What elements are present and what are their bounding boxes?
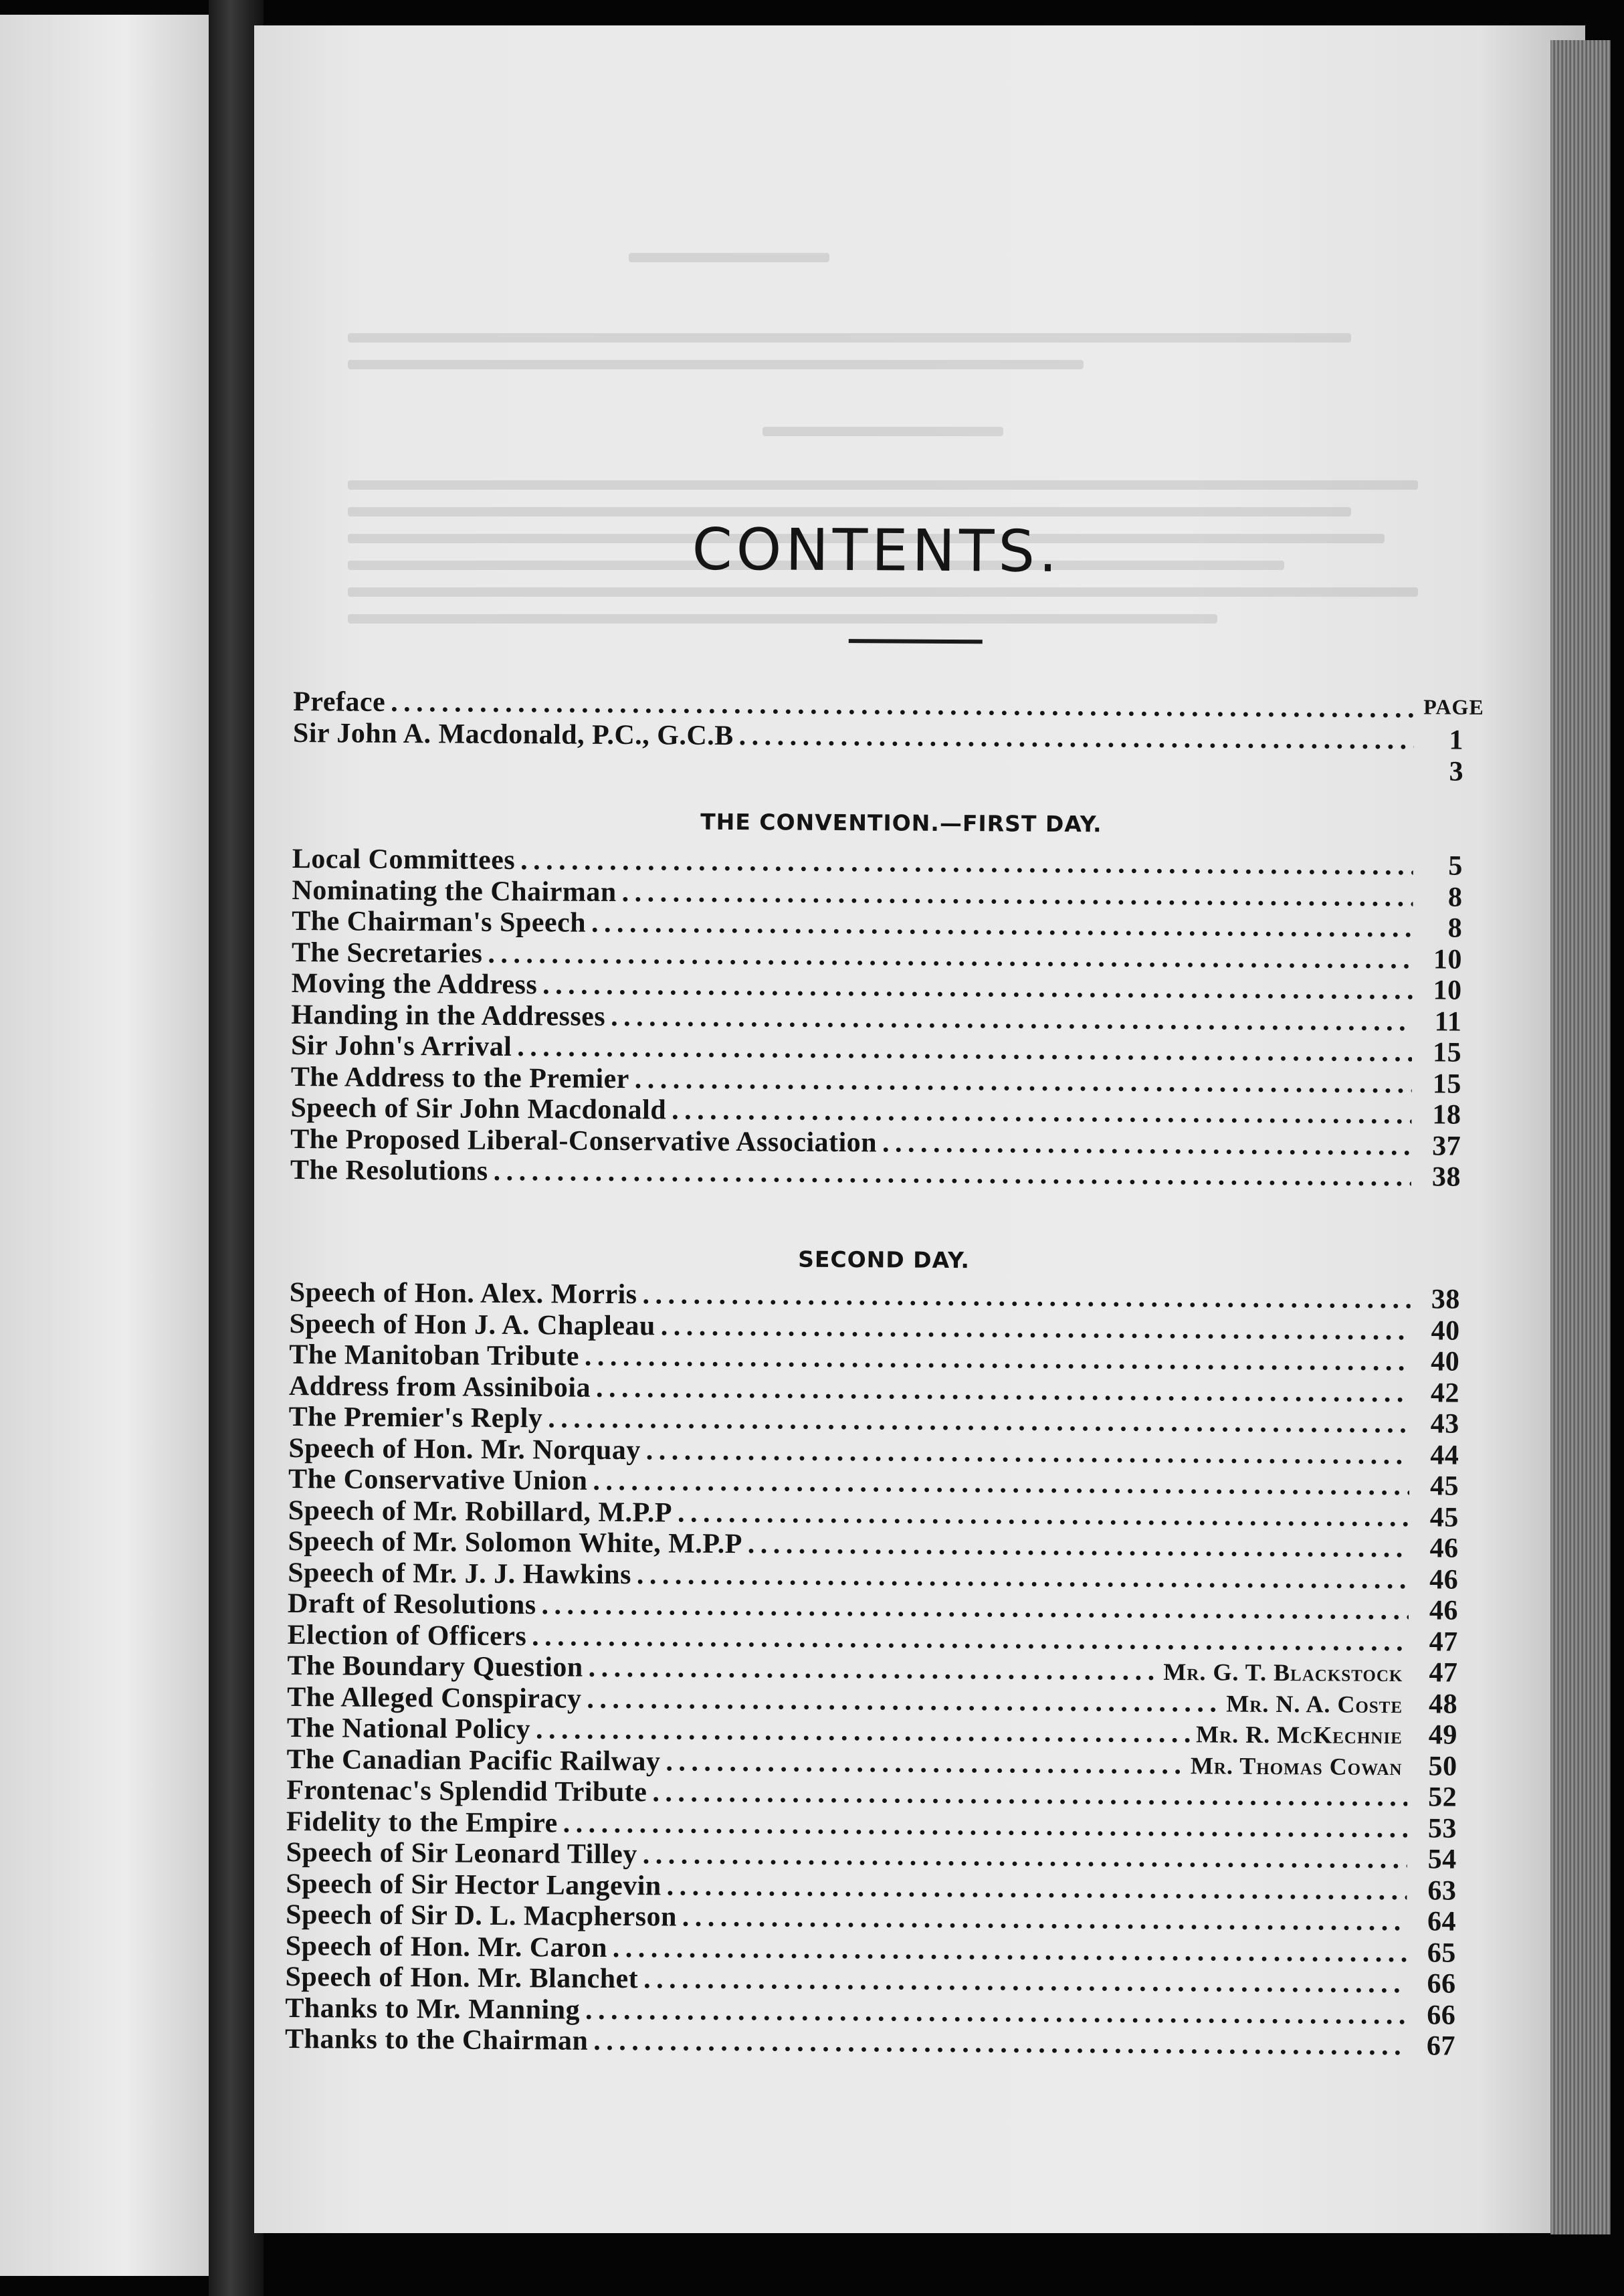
toc-entry-page: 45 [1429,1470,1459,1502]
toc-entry-page: 37 [1432,1130,1461,1162]
toc-entry-label: Speech of Sir D. L. Macpherson [286,1899,678,1933]
toc-entry-page: 15 [1432,1068,1461,1100]
toc-entry-label: Election of Officers [287,1619,527,1652]
toc-entry-label: Sir John A. Macdonald, P.C., G.C.B [292,717,734,751]
toc-entry-speaker: Mr. N. A. Coste [1226,1690,1403,1718]
toc-entry-speaker: Mr. G. T. Blackstock [1163,1658,1403,1687]
toc-entry-page: 67 [1426,2030,1456,2062]
toc-entry-label: Address from Assiniboia [288,1370,591,1404]
toc-entry-label: The Address to the Premier [290,1061,630,1094]
toc-entry-page: 63 [1427,1875,1457,1907]
toc-entry-label: Speech of Sir Leonard Tilley [286,1836,637,1871]
toc-entry-page: 46 [1429,1533,1459,1564]
toc-entry-page: 44 [1430,1439,1459,1471]
toc-entry-label: Local Committees [292,843,516,876]
toc-entry-page: 65 [1427,1937,1456,1969]
toc-entry-label: Handing in the Addresses [291,999,606,1032]
title-rule [849,639,983,644]
dot-leader [682,1901,1407,1938]
toc-entry-label: The Canadian Pacific Railway [286,1743,661,1777]
toc-entry-label: Speech of Sir Hector Langevin [286,1868,662,1901]
toc-entry-label: The Alleged Conspiracy [287,1681,582,1715]
dot-leader [589,1652,1158,1687]
toc-entry-page: 52 [1428,1782,1457,1813]
toc-entry-page: 42 [1430,1377,1460,1409]
toc-entry-speaker: Mr. R. McKechnie [1196,1721,1403,1749]
toc-entry-label: Speech of Mr. Solomon White, M.P.P [288,1525,742,1560]
dot-leader [536,1713,1191,1749]
toc-entry-label: Preface [293,686,386,718]
page-title: CONTENTS. [692,516,1061,586]
toc-entry-page: 66 [1427,1968,1456,2000]
second-day-list [285,1276,1460,2061]
toc-entry-page: 18 [1432,1099,1461,1131]
toc-entry-label: Speech of Hon. Alex. Morris [289,1276,637,1311]
toc-entry-label: The Boundary Question [287,1650,583,1683]
toc-entry [285,2023,1455,2061]
toc-entry-page: 45 [1429,1501,1459,1533]
toc-entry-label: The Manitoban Tribute [289,1339,580,1372]
toc-entry-speaker: Mr. Thomas Cowan [1190,1751,1403,1780]
toc-entry-label: Sir John's Arrival [290,1030,512,1063]
toc-entry-page: 49 [1428,1719,1457,1751]
toc-entry-page: 38 [1431,1284,1460,1315]
toc-entry-label: The Premier's Reply [288,1401,543,1434]
page-column-header: PAGE [1423,694,1484,719]
front-matter-list [293,686,1464,755]
toc-entry-label: The Secretaries [291,937,483,969]
toc-entry-page: 54 [1427,1844,1457,1875]
toc-entry-label: Frontenac's Splendid Tribute [286,1774,647,1808]
left-page-blank [0,15,209,2276]
dot-leader [587,1683,1221,1719]
toc-entry-page: 64 [1427,1906,1457,1937]
toc-entry-label: Thanks to Mr. Manning [285,1992,581,2026]
toc-entry-label: Speech of Hon J. A. Chapleau [289,1308,655,1341]
toc-entry-label: Speech of Mr. Robillard, M.P.P [288,1495,673,1528]
toc-entry-label: The Conservative Union [288,1463,588,1497]
toc-entry-page: 46 [1429,1595,1459,1626]
toc-entry-page: 8 [1447,913,1463,944]
toc-entry-label: Fidelity to the Empire [286,1806,558,1838]
toc-entry-page: 66 [1427,1999,1456,2031]
toc-entry-page: 40 [1431,1315,1460,1347]
toc-entry-page: 38 [1431,1161,1461,1193]
toc-entry-label: Nominating the Chairman [292,874,617,908]
dot-leader [593,2025,1406,2062]
toc-entry-page: 1 [1449,725,1464,756]
toc-entry-page: 11 [1434,1006,1462,1038]
toc-entry-page: 46 [1429,1563,1459,1596]
toc-entry-page: 5 [1448,850,1463,882]
toc-entry-page: 53 [1427,1812,1457,1844]
toc-entry-page: 43 [1430,1408,1459,1440]
toc-entry-label: The National Policy [286,1712,531,1745]
toc-entry-page: 48 [1428,1688,1458,1720]
toc-entry [290,1154,1461,1192]
toc-entry-label: Speech of Hon. Mr. Caron [285,1930,608,1964]
toc-entry-page: 8 [1447,882,1463,913]
section-heading-first-day: THE CONVENTION.—FIRST DAY. [700,808,1102,838]
toc-entry-page: 15 [1432,1037,1462,1068]
first-day-list [290,843,1463,1192]
toc-entry-label: Moving the Address [291,967,538,1001]
toc-entry-label: Speech of Hon. Mr. Norquay [288,1432,641,1466]
dot-leader [882,1127,1411,1162]
toc-entry-page: 10 [1433,943,1463,975]
dot-leader [666,1745,1185,1781]
toc-entry-label: Thanks to the Chairman [284,2023,589,2056]
dot-leader [678,1497,1409,1533]
dot-leader [494,1155,1412,1193]
toc-entry-page: 50 [1428,1750,1457,1782]
toc-entry-label: Speech of Mr. J. J. Hawkins [288,1557,632,1590]
toc-entry-page: 3 [1449,756,1463,787]
toc-entry-label: The Proposed Liberal-Conservative Association [290,1123,878,1158]
toc-entry-label: The Resolutions [290,1154,488,1187]
toc-entry-page: 47 [1429,1626,1458,1658]
toc-entry [293,716,1463,755]
dot-leader [748,1528,1409,1564]
toc-entry-page: 40 [1431,1346,1460,1377]
toc-entry-page: 10 [1433,975,1462,1006]
toc-entry-label: Speech of Hon. Mr. Blanchet [285,1961,639,1995]
toc-entry-label: The Chairman's Speech [292,905,587,939]
toc-entry-label: Draft of Resolutions [287,1588,536,1621]
dot-leader [739,720,1414,756]
section-heading-second-day: SECOND DAY. [798,1246,971,1274]
toc-entry-page: 47 [1429,1657,1458,1689]
toc-entry-label: Speech of Sir John Macdonald [290,1092,667,1126]
